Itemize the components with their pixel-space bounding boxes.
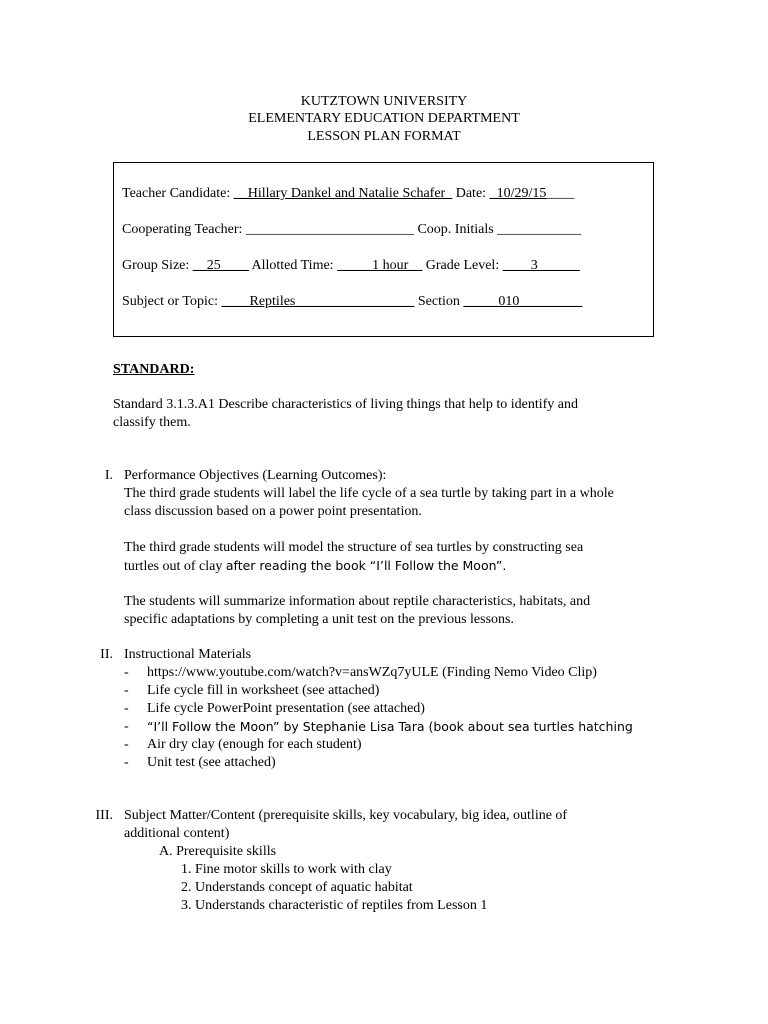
- section-label: Section: [414, 294, 464, 309]
- material-item-powerpoint: Life cycle PowerPoint presentation (see attached): [147, 701, 425, 716]
- prerequisite-skills-heading: A. Prerequisite skills: [159, 844, 277, 859]
- material-bullet: -: [124, 719, 129, 734]
- prerequisite-skill-item: 2. Understands concept of aquatic habitat: [181, 880, 413, 895]
- standard-heading: STANDARD:: [113, 362, 195, 377]
- standard-text-line2: classify them.: [113, 415, 191, 430]
- cooperating-teacher-value: ________________________: [245, 222, 414, 237]
- grade-level-value: ____3______: [502, 258, 580, 273]
- allotted-time-value: _____1 hour__: [337, 258, 423, 273]
- material-bullet: -: [124, 701, 129, 716]
- university-name: KUTZTOWN UNIVERSITY: [300, 94, 468, 109]
- section-3-numeral: III.: [95, 808, 113, 823]
- objective-3-line2: specific adaptations by completing a unit test on the previous lessons.: [124, 612, 514, 627]
- date-tail: ____: [546, 186, 575, 201]
- department-name: ELEMENTARY EDUCATION DEPARTMENT: [248, 111, 520, 126]
- material-item-video-link[interactable]: https://www.youtube.com/watch?v=ansWZq7yULE (Finding Nemo Video Clip): [147, 665, 597, 680]
- subject-value: ____Reptiles_________________: [221, 294, 415, 309]
- objective-2-line2-end: after reading the book “I’ll Follow the Moon”.: [225, 558, 507, 573]
- objective-2-line2-start: turtles out of clay: [124, 559, 226, 574]
- material-bullet: -: [124, 737, 129, 752]
- section-2-numeral: II.: [100, 647, 113, 662]
- date-value: _10/29/15: [489, 186, 547, 201]
- objective-1-line1: The third grade students will label the life cycle of a sea turtle by taking part in a whole: [124, 486, 614, 501]
- material-item-book: “I’ll Follow the Moon” by Stephanie Lisa Tara (book about sea turtles hatching: [147, 719, 633, 734]
- section-3-title-line2: additional content): [124, 826, 230, 841]
- subject-row: [122, 294, 582, 310]
- teacher-candidate-value: __Hillary Dankel and Natalie Schafer_: [233, 186, 453, 201]
- prerequisite-skill-item: 3. Understands characteristic of reptiles from Lesson 1: [181, 898, 488, 913]
- teacher-candidate-row: [122, 186, 574, 202]
- grade-level-label: Grade Level:: [422, 258, 503, 273]
- group-size-value: __25____: [192, 258, 249, 273]
- allotted-time-label: Allotted Time:: [248, 258, 338, 273]
- objective-2-line2: [124, 558, 506, 575]
- section-1-numeral: I.: [104, 468, 113, 483]
- section-value: _____010_________: [463, 294, 583, 309]
- material-item-clay: Air dry clay (enough for each student): [147, 737, 362, 752]
- objective-1-line2: class discussion based on a power point presentation.: [124, 504, 422, 519]
- coop-initials-label: Coop. Initials: [413, 222, 498, 237]
- group-size-row: [122, 258, 580, 274]
- material-bullet: -: [124, 755, 129, 770]
- section-1-title: Performance Objectives (Learning Outcomes):: [124, 468, 387, 483]
- section-2-title: Instructional Materials: [124, 647, 252, 662]
- material-bullet: -: [124, 665, 129, 680]
- group-size-label: Group Size:: [122, 258, 193, 273]
- cooperating-teacher-label: Cooperating Teacher:: [122, 222, 246, 237]
- document-title: LESSON PLAN FORMAT: [307, 129, 461, 144]
- objective-2-line1: The third grade students will model the structure of sea turtles by constructing sea: [124, 540, 584, 555]
- subject-label: Subject or Topic:: [122, 294, 222, 309]
- coop-initials-value: ____________: [497, 222, 582, 237]
- cooperating-teacher-row: [122, 222, 581, 238]
- standard-text-line1: Standard 3.1.3.A1 Describe characteristics of living things that help to identify and: [113, 397, 578, 412]
- teacher-candidate-label: Teacher Candidate:: [122, 186, 234, 201]
- material-item-worksheet: Life cycle fill in worksheet (see attached): [147, 683, 380, 698]
- date-label: Date:: [452, 186, 490, 201]
- prerequisite-skill-item: 1. Fine motor skills to work with clay: [181, 862, 392, 877]
- material-bullet: -: [124, 683, 129, 698]
- section-3-title-line1: Subject Matter/Content (prerequisite skills, key vocabulary, big idea, outline of: [124, 808, 568, 823]
- objective-3-line1: The students will summarize information about reptile characteristics, habitats, and: [124, 594, 591, 609]
- material-item-unit-test: Unit test (see attached): [147, 755, 276, 770]
